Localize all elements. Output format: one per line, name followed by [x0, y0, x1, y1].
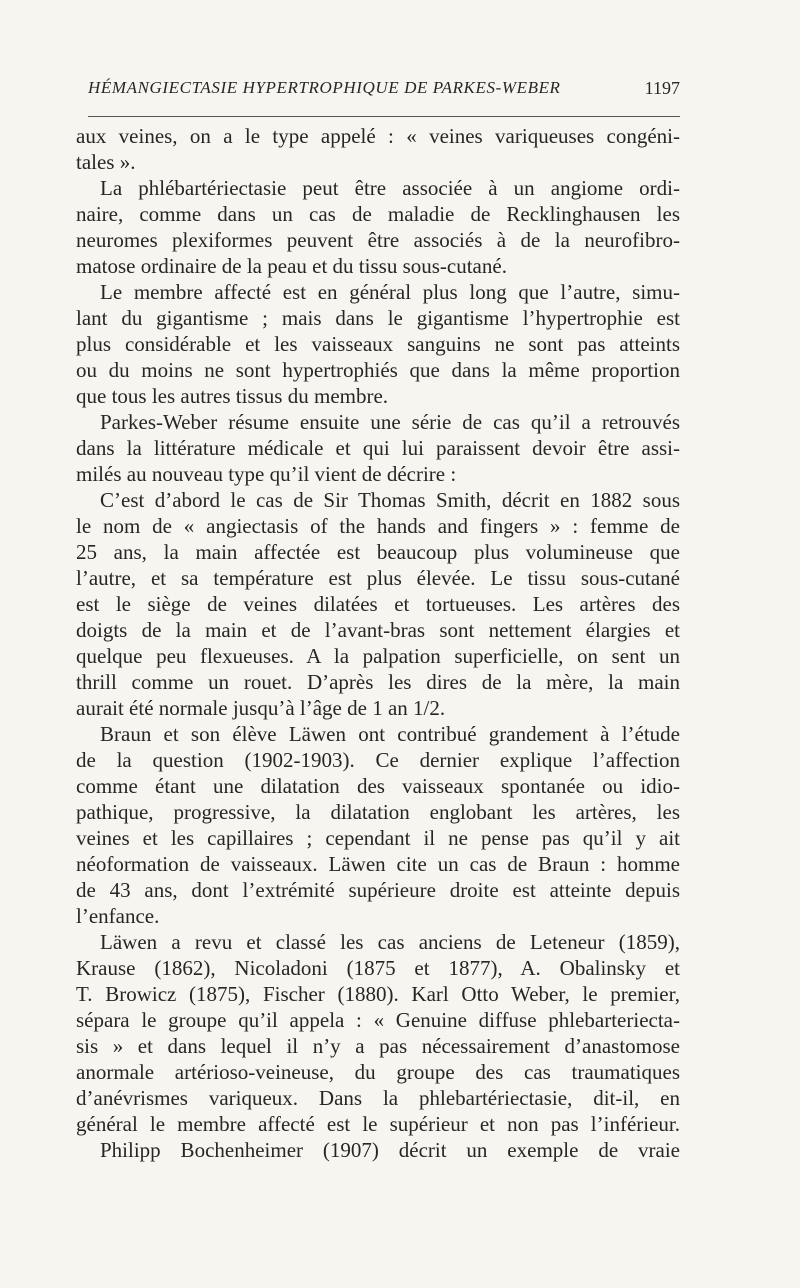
text-line: que tous les autres tissus du membre.: [76, 384, 389, 408]
text-line: aux veines, on a le type appelé : « veines variqueuses congéni-: [76, 124, 680, 148]
page-number: 1197: [644, 78, 680, 98]
text-line: thrill comme un rouet. D’après les dires de la mère, la main: [76, 670, 680, 694]
text-line: est le siège de veines dilatées et tortueuses. Les artères des: [76, 592, 680, 616]
text-line: comme étant une dilatation des vaisseaux spontanée ou idio-: [76, 774, 680, 798]
text-line: général le membre affecté est le supérieur et non pas l’inférieur.: [76, 1112, 680, 1136]
text-line: Le membre affecté est en général plus long que l’autre, simu-: [100, 280, 680, 304]
text-line: le nom de « angiectasis of the hands and fingers » : femme de: [76, 514, 680, 538]
text-line: de 43 ans, dont l’extrémité supérieure droite est atteinte depuis: [76, 878, 680, 902]
text-line: lant du gigantisme ; mais dans le gigantisme l’hypertrophie est: [76, 306, 680, 330]
text-line: naire, comme dans un cas de maladie de Recklinghausen les: [76, 202, 680, 226]
text-line: neuromes plexiformes peuvent être associés à de la neurofibro-: [76, 228, 680, 252]
text-line: ou du moins ne sont hypertrophiés que dans la même proportion: [76, 358, 680, 382]
text-line: l’autre, et sa température est plus élevée. Le tissu sous-cutané: [76, 566, 680, 590]
body-text: [76, 123, 680, 1163]
text-line: veines et les capillaires ; cependant il ne pense pas qu’il y ait: [76, 826, 680, 850]
text-line: C’est d’abord le cas de Sir Thomas Smith, décrit en 1882 sous: [100, 488, 680, 512]
text-line: dans la littérature médicale et qui lui paraissent devoir être assi-: [76, 436, 680, 460]
text-line: La phlébartériectasie peut être associée à un angiome ordi-: [100, 176, 680, 200]
text-line: sépara le groupe qu’il appela : « Genuine diffuse phlebarteriecta-: [76, 1008, 680, 1032]
text-line: sis » et dans lequel il n’y a pas nécessairement d’anastomose: [76, 1034, 680, 1058]
header-rule: [88, 116, 680, 117]
running-title: HÉMANGIECTASIE HYPERTROPHIQUE DE PARKES-WEBER: [88, 78, 561, 97]
text-line: l’enfance.: [76, 904, 160, 928]
text-line: pathique, progressive, la dilatation englobant les artères, les: [76, 800, 680, 824]
text-line: d’anévrismes variqueux. Dans la phlebartériectasie, dit-il, en: [76, 1086, 680, 1110]
text-line: Braun et son élève Läwen ont contribué grandement à l’étude: [100, 722, 680, 746]
text-line: milés au nouveau type qu’il vient de décrire :: [76, 462, 457, 486]
text-line: tales ».: [76, 150, 136, 174]
text-line: aurait été normale jusqu’à l’âge de 1 an 1/2.: [76, 696, 446, 720]
text-line: T. Browicz (1875), Fischer (1880). Karl Otto Weber, le premier,: [76, 982, 680, 1006]
running-header: [88, 78, 680, 108]
text-line: de la question (1902-1903). Ce dernier explique l’affection: [76, 748, 680, 772]
text-line: doigts de la main et de l’avant-bras sont nettement élargies et: [76, 618, 680, 642]
text-line: anormale artérioso-veineuse, du groupe des cas traumatiques: [76, 1060, 680, 1084]
text-line: Parkes-Weber résume ensuite une série de cas qu’il a retrouvés: [100, 410, 680, 434]
text-line: Krause (1862), Nicoladoni (1875 et 1877), A. Obalinsky et: [76, 956, 680, 980]
text-line: néoformation de vaisseaux. Läwen cite un cas de Braun : homme: [76, 852, 680, 876]
text-line: plus considérable et les vaisseaux sanguins ne sont pas atteints: [76, 332, 680, 356]
text-line: Läwen a revu et classé les cas anciens de Leteneur (1859),: [100, 930, 680, 954]
text-line: Philipp Bochenheimer (1907) décrit un exemple de vraie: [100, 1138, 680, 1162]
text-line: quelque peu flexueuses. A la palpation superficielle, on sent un: [76, 644, 680, 668]
text-line: 25 ans, la main affectée est beaucoup plus volumineuse que: [76, 540, 680, 564]
text-line: matose ordinaire de la peau et du tissu sous-cutané.: [76, 254, 507, 278]
